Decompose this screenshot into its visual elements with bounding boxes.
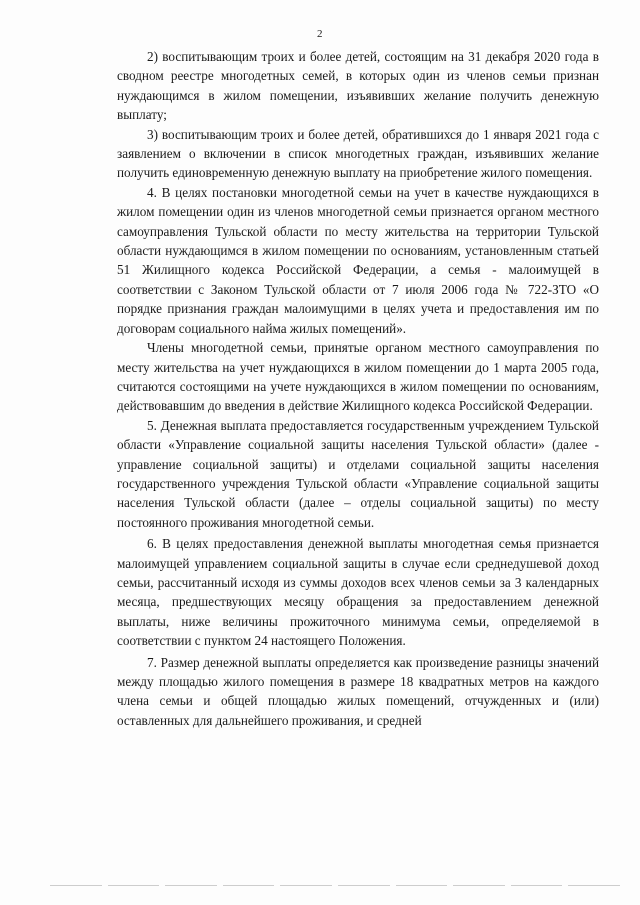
paragraph-item-3: 3) воспитывающим троих и более детей, обратившихся до 1 января 2021 года с заявлением о включении в список многодетных граждан, изъявивших желание получить единовременную денежную выплату на приобретение жилого помещения.	[117, 126, 599, 181]
document-body	[117, 47, 599, 730]
scan-artifact-line	[50, 885, 620, 889]
paragraph-item-2: 2) воспитывающим троих и более детей, состоящим на 31 декабря 2020 года в сводном реестре многодетных семей, в которых один из членов семьи признан нуждающимся в жилом помещении, изъявивших желание получить денежную выплату;	[117, 49, 599, 123]
paragraph-clause-6: 6. В целях предоставления денежной выплаты многодетная семья признается малоимущей управлением социальной защиты в случае если среднедушевой доход семьи, рассчитанный исходя из суммы доходов всех членов семьи за 3 календарных месяца, предшествующих месяцу обращения за предоставлением денежной выплаты, ниже величины прожиточного минимума семьи, определяемой в соответствии с пунктом 24 настоящего Положения.	[117, 536, 599, 649]
paragraph-clause-4: 4. В целях постановки многодетной семьи на учет в качестве нуждающихся в жилом помещении один из членов многодетной семьи признается органом местного самоуправления Тульской области по месту жительства на территории Тульской области нуждающимся в жилом помещении по основаниям, установленным статьей 51 Жилищного кодекса Российской Федерации, а семья - малоимущей в соответствии с Законом Тульской области от 7 июля 2006 года № 722-ЗТО «О порядке признания граждан малоимущими в целях учета и предоставления им по договорам социального найма жилых помещений».	[117, 184, 599, 336]
paragraph-clause-5: 5. Денежная выплата предоставляется государственным учреждением Тульской области «Управление социальной защиты населения Тульской области» (далее - управление социальной защиты) и отделами социальной защиты населения государственного учреждения Тульской области «Управление социальной защиты населения Тульской области (далее – отделы социальной защиты) по месту постоянного проживания многодетной семьи.	[117, 417, 599, 530]
page-number: 2	[317, 28, 323, 40]
paragraph-clause-7: 7. Размер денежной выплаты определяется как произведение разницы значений между площадью жилого помещения в размере 18 квадратных метров на каждого члена семьи и общей площадью жилых помещений, отчужденных и (или) оставленных для дальнейшего проживания, и средней	[117, 654, 599, 728]
paragraph-clause-4-members: Члены многодетной семьи, принятые органом местного самоуправления по месту жительства на учет нуждающихся в жилом помещении до 1 марта 2005 года, считаются состоящими на учете нуждающихся в жилом помещении по основаниям, действовавшим до введения в действие Жилищного кодекса Российской Федерации.	[117, 340, 599, 414]
